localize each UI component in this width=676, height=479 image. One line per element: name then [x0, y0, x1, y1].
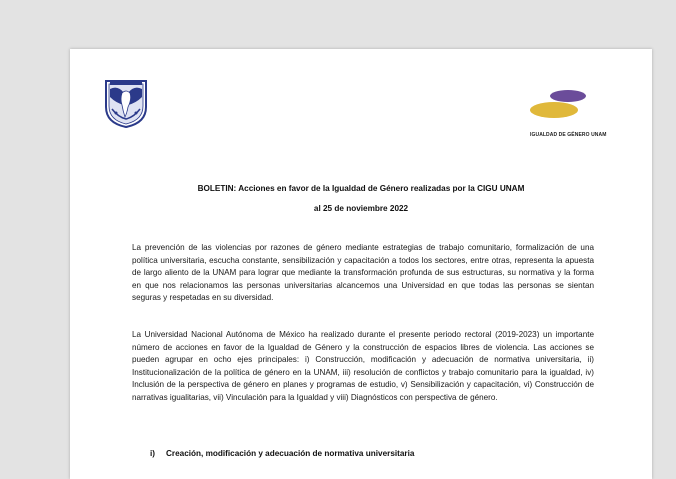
cigu-logo-icon	[530, 83, 596, 139]
paragraph-intro: La prevención de las violencias por razones de género mediante estrategias de trabajo comunitario, formalización de una política universitaria, escucha constante, sensibilización y capacitación a todos los sectores, entre otras, representa la apuesta de largo aliento de la UNAM para lograr que mediante la transformación profunda de sus estructuras, su normativa y la forma en que nos relacionamos las personas universitarias alcancemos una Universidad en que todas las personas se sientan seguras y respetadas en su diversidad.	[132, 243, 594, 303]
document-page	[70, 49, 652, 479]
section-title: Creación, modificación y adecuación de normativa universitaria	[166, 449, 415, 458]
section-number: i)	[150, 449, 156, 458]
section-heading	[150, 449, 414, 458]
unam-crest-icon	[100, 77, 152, 129]
document-title: BOLETIN: Acciones en favor de la Igualdad de Género realizadas por la CIGU UNAM	[197, 184, 525, 193]
cigu-logo-caption: IGUALDAD DE GÉNERO UNAM	[530, 132, 607, 138]
paragraph-actions: La Universidad Nacional Autónoma de México ha realizado durante el presente periodo rectoral (2019-2023) un importante número de acciones en favor de la Igualdad de Género y la construcción de espacios libres de violencia. Las acciones se pueden agrupar en ocho ejes principales: i) Construcción, modificación y adecuación de normativa universitaria, ii) Institucionalización de la política de género en la UNAM, iii) resolución de conflictos y trabajo comunitario para la igualdad, iv) Inclusión de la perspectiva de género en planes y programas de estudio, v) Sensibilización y capacitación, vi) Construcción de narrativas igualitarias, vii) Vinculación para la Igualdad y viii) Diagnósticos con perspectiva de género.	[132, 330, 594, 402]
document-date: al 25 de noviembre 2022	[313, 204, 409, 213]
